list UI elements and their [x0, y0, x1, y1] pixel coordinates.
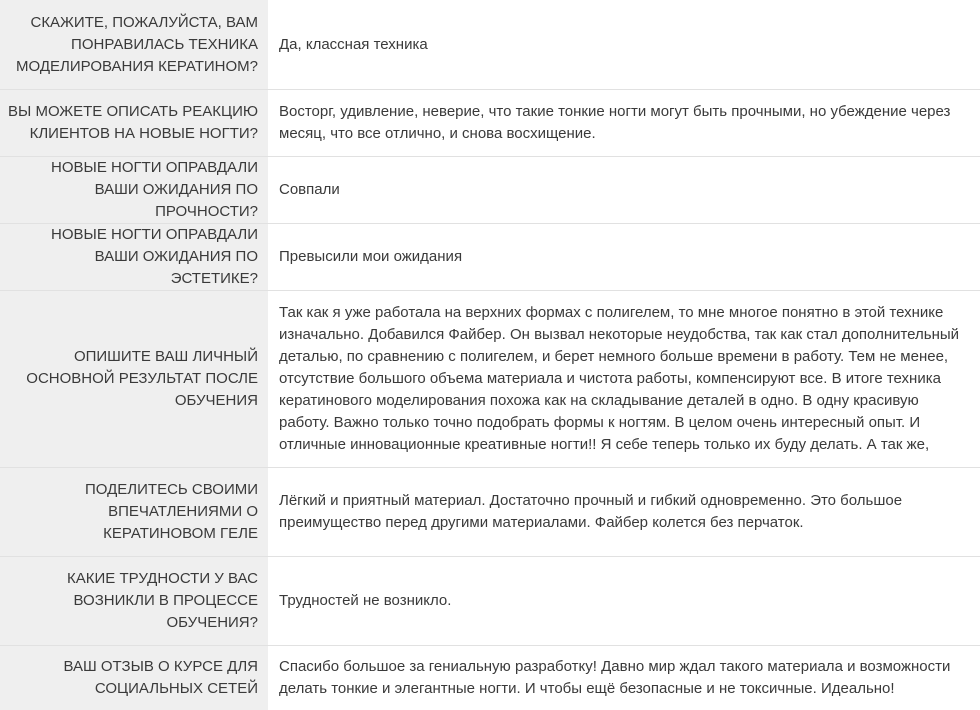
- answer-text: Превысили мои ожидания: [279, 248, 463, 265]
- question-text: НОВЫЕ НОГТИ ОПРАВДАЛИ ВАШИ ОЖИДАНИЯ ПО ЭСТЕТИКЕ?: [51, 226, 258, 287]
- answer-text: Да, классная техника: [279, 35, 428, 53]
- question-text: ВАШ ОТЗЫВ О КУРСЕ ДЛЯ СОЦИАЛЬНЫХ СЕТЕЙ: [63, 658, 258, 697]
- table-row: [0, 224, 980, 291]
- answer-cell: [268, 291, 980, 467]
- question-cell: [0, 468, 268, 556]
- answer-text: Восторг, удивление, неверие, что такие тонкие ногти могут быть прочными, но убеждение через месяц, что все отлично, и снова восхищение.: [279, 103, 951, 142]
- question-text: КАКИЕ ТРУДНОСТИ У ВАС ВОЗНИКЛИ В ПРОЦЕССЕ ОБУЧЕНИЯ?: [67, 570, 258, 631]
- table-row: [0, 90, 980, 157]
- answer-cell: [268, 646, 980, 710]
- table-row: [0, 557, 980, 646]
- table-row: [0, 157, 980, 224]
- answer-cell: [268, 157, 980, 223]
- table-row: [0, 291, 980, 468]
- answer-text: Совпали: [279, 181, 340, 198]
- answer-text: Спасибо большое за гениальную разработку! Давно мир ждал такого материала и возможности делать тонкие и элегантные ногти. И чтобы ещё безопасные и не токсичные. Идеально!: [279, 658, 951, 697]
- answer-cell: [268, 468, 980, 556]
- question-cell: [0, 157, 268, 223]
- answer-cell: [268, 0, 980, 89]
- question-text: НОВЫЕ НОГТИ ОПРАВДАЛИ ВАШИ ОЖИДАНИЯ ПО ПРОЧНОСТИ?: [51, 159, 258, 220]
- question-cell: [0, 90, 268, 156]
- answer-cell: [268, 90, 980, 156]
- question-cell: [0, 291, 268, 467]
- answer-cell: [268, 224, 980, 290]
- question-cell: [0, 224, 268, 290]
- question-text: ОПИШИТЕ ВАШ ЛИЧНЫЙ ОСНОВНОЙ РЕЗУЛЬТАТ ПОСЛЕ ОБУЧЕНИЯ: [26, 348, 258, 409]
- table-row: [0, 646, 980, 710]
- question-cell: [0, 646, 268, 710]
- question-cell: [0, 557, 268, 645]
- question-text: ВЫ МОЖЕТЕ ОПИСАТЬ РЕАКЦИЮ КЛИЕНТОВ НА НОВЫЕ НОГТИ?: [8, 103, 258, 142]
- table-row: [0, 468, 980, 557]
- answer-text: Трудностей не возникло.: [279, 592, 452, 609]
- question-cell: [0, 0, 268, 89]
- answer-text: Так как я уже работала на верхних формах с полигелем, то мне многое понятно в этой технике изначально. Добавился Файбер. Он вызвал некоторые неудобства, так как стал дополнительный деталью, по сравнению с полигелем, и берет немного больше времени в работу. Тем не менее, отсутствие большого объема материала и чистота работы, компенсируют все. В итоге техника кератинового моделирования похожа как на складывание деталей в одно. В одну красивую работу. Важно только точно подобрать формы к ногтям. В целом очень интересный опыт. И отличные инновационные креативные ногти!! Я себе теперь только их буду делать. А так же,: [279, 304, 960, 453]
- answer-text: Лёгкий и приятный материал. Достаточно прочный и гибкий одновременно. Это большое преимущество перед другими материалами. Файбер колется без перчаток.: [279, 492, 903, 531]
- question-text: ПОДЕЛИТЕСЬ СВОИМИ ВПЕЧАТЛЕНИЯМИ О КЕРАТИНОВОМ ГЕЛЕ: [85, 481, 258, 542]
- question-text: СКАЖИТЕ, ПОЖАЛУЙСТА, ВАМ ПОНРАВИЛАСЬ ТЕХНИКА МОДЕЛИРОВАНИЯ КЕРАТИНОМ?: [16, 13, 258, 75]
- table-row: [0, 0, 980, 90]
- answer-cell: [268, 557, 980, 645]
